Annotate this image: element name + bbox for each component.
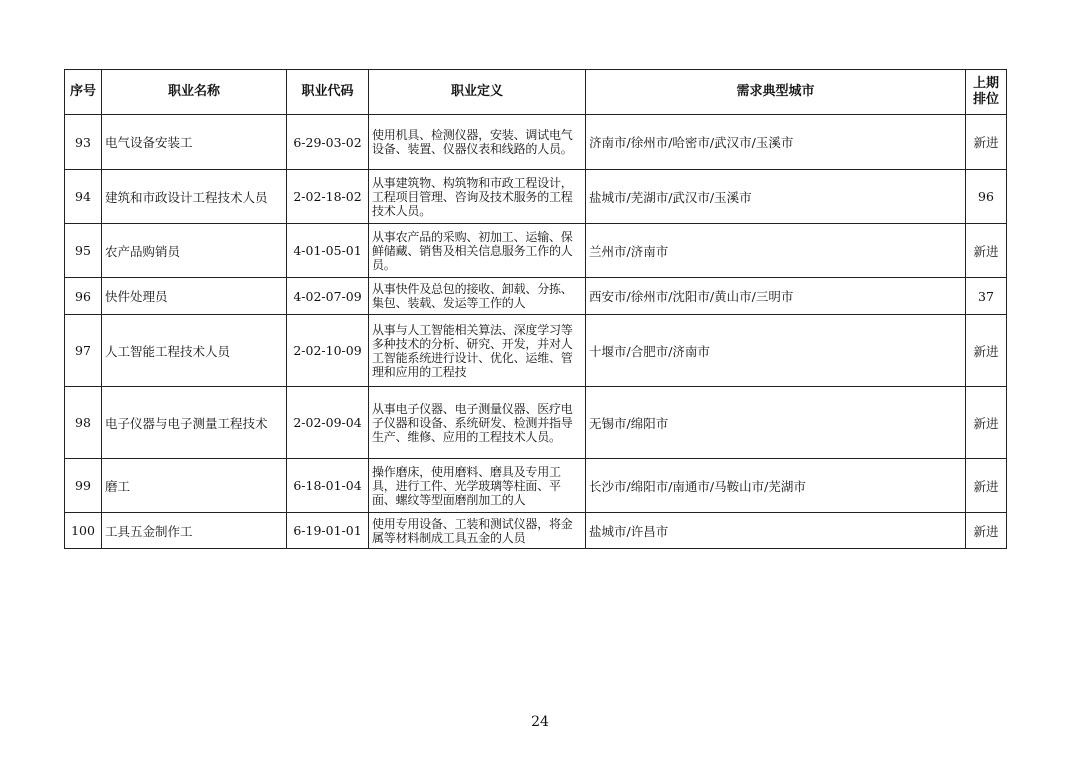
definition-text: 操作磨床，使用磨料、磨具及专用工具，进行工件、光学玻璃等柱面、平面、螺纹等型面磨削加工的人 (372, 464, 561, 507)
definition-text: 从事与人工智能相关算法、深度学习等多种技术的分析、研究、开发，并对人工智能系统进行设计、优化、运维、管理和应用的工程技 (372, 322, 573, 379)
cell-rank: 37 (966, 278, 1007, 315)
header-cities: 需求典型城市 (586, 70, 966, 115)
cell-code: 6-18-01-04 (287, 459, 369, 513)
cell-name: 农产品购销员 (102, 224, 287, 278)
cell-code: 4-02-07-09 (287, 278, 369, 315)
cell-rank: 新进 (966, 115, 1007, 170)
table-row (65, 170, 1007, 224)
cell-cities: 西安市/徐州市/沈阳市/黄山市/三明市 (586, 278, 966, 315)
cell-num: 100 (65, 513, 102, 549)
cell-code: 2-02-18-02 (287, 170, 369, 224)
header-num: 序号 (65, 70, 102, 115)
cell-definition (369, 459, 586, 513)
cell-definition (369, 170, 586, 224)
header-definition: 职业定义 (369, 70, 586, 115)
cell-rank: 新进 (966, 315, 1007, 387)
cell-code: 6-19-01-01 (287, 513, 369, 549)
cell-code: 6-29-03-02 (287, 115, 369, 170)
cell-num: 93 (65, 115, 102, 170)
table-row (65, 387, 1007, 459)
cell-definition (369, 315, 586, 387)
cell-definition (369, 224, 586, 278)
table-row (65, 278, 1007, 315)
table-row (65, 315, 1007, 387)
definition-text: 使用机具、检测仪器，安装、调试电气设备、装置、仪器仪表和线路的人员。 (372, 128, 573, 156)
cell-name: 建筑和市政设计工程技术人员 (102, 170, 287, 224)
cell-rank: 96 (966, 170, 1007, 224)
cell-num: 97 (65, 315, 102, 387)
cell-rank: 新进 (966, 459, 1007, 513)
table-header-row (65, 70, 1007, 115)
cell-name: 人工智能工程技术人员 (102, 315, 287, 387)
cell-definition (369, 115, 586, 170)
header-rank (966, 70, 1007, 115)
cell-definition (369, 278, 586, 315)
page-number: 24 (531, 714, 549, 730)
cell-num: 94 (65, 170, 102, 224)
occupation-table (64, 69, 1007, 549)
definition-text: 从事农产品的采购、初加工、运输、保鲜储藏、销售及相关信息服务工作的人员。 (372, 229, 573, 272)
cell-cities: 盐城市/芜湖市/武汉市/玉溪市 (586, 170, 966, 224)
definition-text: 使用专用设备、工装和测试仪器，将金属等材料制成工具五金的人员 (372, 516, 573, 545)
cell-cities: 盐城市/许昌市 (586, 513, 966, 549)
cell-cities: 济南市/徐州市/哈密市/武汉市/玉溪市 (586, 115, 966, 170)
cell-rank: 新进 (966, 224, 1007, 278)
cell-num: 95 (65, 224, 102, 278)
header-rank-line2: 排位 (972, 92, 999, 107)
cell-cities: 十堰市/合肥市/济南市 (586, 315, 966, 387)
cell-name: 工具五金制作工 (102, 513, 287, 549)
table-row (65, 224, 1007, 278)
definition-text: 从事建筑物、构筑物和市政工程设计，工程项目管理、咨询及技术服务的工程技术人员。 (372, 175, 573, 218)
cell-definition (369, 513, 586, 549)
cell-num: 96 (65, 278, 102, 315)
header-rank-line1: 上期 (972, 76, 999, 91)
cell-rank: 新进 (966, 387, 1007, 459)
cell-cities: 长沙市/绵阳市/南通市/马鞍山市/芜湖市 (586, 459, 966, 513)
cell-code: 2-02-10-09 (287, 315, 369, 387)
table-row (65, 115, 1007, 170)
cell-num: 98 (65, 387, 102, 459)
header-code: 职业代码 (287, 70, 369, 115)
cell-cities: 无锡市/绵阳市 (586, 387, 966, 459)
cell-definition (369, 387, 586, 459)
definition-text: 从事快件及总包的接收、卸载、分拣、集包、装载、发运等工作的人 (372, 282, 573, 310)
header-name: 职业名称 (102, 70, 287, 115)
definition-text: 从事电子仪器、电子测量仪器、医疗电子仪器和设备、系统研发、检测并指导生产、维修、应用的工程技术人员。 (372, 401, 573, 444)
cell-name: 电气设备安装工 (102, 115, 287, 170)
cell-num: 99 (65, 459, 102, 513)
table-row (65, 513, 1007, 549)
cell-name: 电子仪器与电子测量工程技术 (102, 387, 287, 459)
table-row (65, 459, 1007, 513)
cell-cities: 兰州市/济南市 (586, 224, 966, 278)
cell-name: 磨工 (102, 459, 287, 513)
cell-rank: 新进 (966, 513, 1007, 549)
cell-code: 4-01-05-01 (287, 224, 369, 278)
cell-code: 2-02-09-04 (287, 387, 369, 459)
cell-name: 快件处理员 (102, 278, 287, 315)
